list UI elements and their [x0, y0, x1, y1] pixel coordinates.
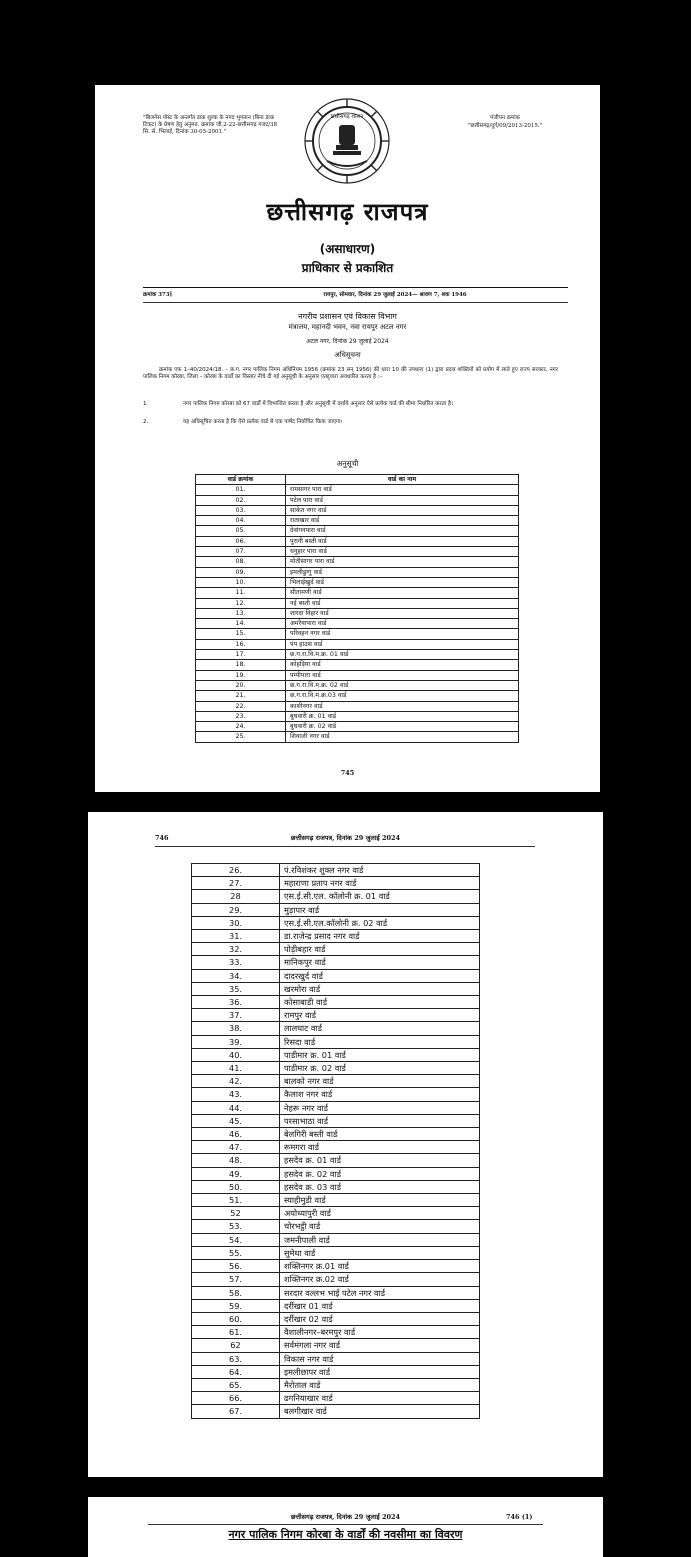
table-row: [196, 526, 519, 536]
page-number: 746: [155, 834, 169, 842]
table-row: [192, 943, 480, 956]
table-row: [192, 1009, 480, 1022]
ward-name: महाराणा प्रताप नगर वार्ड: [280, 877, 480, 890]
ward-number: 67.: [192, 1405, 280, 1418]
table-row: [196, 680, 519, 690]
ward-number: 36.: [192, 996, 280, 1009]
table-row: [192, 1194, 480, 1207]
ward-name: छ.ग.रा.वि.म.क्र. 02 वार्ड: [286, 680, 519, 690]
table-row: [192, 1378, 480, 1391]
ward-number: 53.: [192, 1220, 280, 1233]
ward-number: 05.: [196, 526, 286, 536]
ward-number: 28: [192, 890, 280, 903]
issue-date: रायपुर, सोमवार, दिनांक 29 जुलाई 2024— श्रावण 7, शक 1946: [323, 292, 467, 298]
ward-number: 50.: [192, 1180, 280, 1193]
postal-note: "बिजनेस पोस्ट के अन्तर्गत डाक शुल्क के नगद भुगतान (बिना डाक टिकट) के प्रेषण हेतु अनुमत. क्रमांक जी.2-22-छत्तीसगढ़ गजट/38 सि. से. भिलाई, दिनांक 30-05-2001.": [143, 115, 277, 135]
table-row: [196, 547, 519, 557]
ward-number: 13.: [196, 608, 286, 618]
ward-name: मुड़ापार वार्ड: [280, 903, 480, 916]
ward-name: विकास नगर वार्ड: [280, 1352, 480, 1365]
department-name: नगरीय प्रशासन एवं विकास विभाग: [298, 312, 397, 321]
ward-number: 35.: [192, 982, 280, 995]
registration-label: पंजीयन क्रमांक: [490, 115, 520, 121]
ward-number: 24.: [196, 722, 286, 732]
schedule-heading: अनुसूची: [336, 459, 359, 468]
table-row: [192, 1167, 480, 1180]
ward-name: मोतीसागर पारा वार्ड: [286, 557, 519, 567]
ward-name: रूमगरा वार्ड: [280, 1141, 480, 1154]
ward-table-header: [196, 475, 519, 485]
ward-number: 09.: [196, 567, 286, 577]
table-row: [192, 1180, 480, 1193]
table-row: [192, 1022, 480, 1035]
table-row: [196, 536, 519, 546]
running-header: छत्तीसगढ़ राजपत्र, दिनांक 29 जुलाई 2024: [290, 834, 401, 842]
ward-number: 64.: [192, 1365, 280, 1378]
ward-number: 31.: [192, 930, 280, 943]
table-row: [196, 608, 519, 618]
registration-number: "छत्तीसगढ़/दुर्ग/09/2013-2015.": [467, 123, 543, 129]
ward-name: बालको नगर वार्ड: [280, 1075, 480, 1088]
table-row: [192, 1101, 480, 1114]
ward-number: 66.: [192, 1392, 280, 1405]
ward-number: 42.: [192, 1075, 280, 1088]
table-row: [192, 1035, 480, 1048]
ward-name: सर्वमंगला नगर वार्ड: [280, 1339, 480, 1352]
table-row: [196, 722, 519, 732]
table-row: [192, 1286, 480, 1299]
ward-name: इमलीछापर वार्ड: [280, 1365, 480, 1378]
ward-name: दर्रीखार 01 वार्ड: [280, 1299, 480, 1312]
ward-name: शिवाजी नगर वार्ड: [286, 732, 519, 742]
table-row: [192, 1339, 480, 1352]
gazette-page-746: [88, 812, 603, 1477]
ward-name: अयोध्यापुरी वार्ड: [280, 1207, 480, 1220]
ward-number: 45.: [192, 1114, 280, 1127]
point-2-number: 2.: [143, 419, 149, 425]
ward-number: 56.: [192, 1260, 280, 1273]
ward-name: पं.रविशंकर शुक्ल नगर वार्ड: [280, 864, 480, 877]
ward-name: हसदेव क्र. 02 वार्ड: [280, 1167, 480, 1180]
ward-name: काशीनगर वार्ड: [286, 701, 519, 711]
table-row: [192, 1233, 480, 1246]
ward-number: 40.: [192, 1048, 280, 1061]
ward-name: साकेत नगर वार्ड: [286, 505, 519, 515]
table-row: [196, 567, 519, 577]
table-row: [192, 1352, 480, 1365]
table-row: [192, 1220, 480, 1233]
ward-number: 55.: [192, 1246, 280, 1259]
ward-number: 58.: [192, 1286, 280, 1299]
gazette-title: छत्तीसगढ़ राजपत्र: [266, 198, 429, 226]
ward-name: सीतामणी वार्ड: [286, 588, 519, 598]
ward-name: परिवहन नगर वार्ड: [286, 629, 519, 639]
ward-name: परसाभाठा वार्ड: [280, 1114, 480, 1127]
table-row: [192, 1299, 480, 1312]
emblem-text: छत्तीसगढ़ शासन: [330, 114, 364, 120]
notice-body: क्रमांक एफ 1–40/2024/18. – छ.ग. नगर पालिक निगम अधिनियम 1956 (क्रमांक 23 सन् 1956) की धारा 10 की उपधारा (1) द्वारा प्रदत्त शक्तियों को प्रयोग में लाते हुए राज्य सरकार, नगर पालिक निगम कोरबा, जिला – कोरबा के वार्डों का विस्तार नीचे दी गई अनुसूची के अनुसार एतद्द्वारा अवधारित करता है :–: [143, 367, 558, 380]
table-row: [192, 969, 480, 982]
ward-name: रिसदा वार्ड: [280, 1035, 480, 1048]
table-row: [196, 577, 519, 587]
table-row: [192, 1062, 480, 1075]
table-row: [196, 485, 519, 495]
ward-number: 21.: [196, 691, 286, 701]
ward-number: 39.: [192, 1035, 280, 1048]
table-row: [196, 691, 519, 701]
ward-number: 06.: [196, 536, 286, 546]
point-2-text: यह अधिसूचित करता है कि ऐसे प्रत्येक वार्ड से एक पार्षद निर्वाचित किया जाएगा।: [183, 419, 343, 425]
ward-name: हसदेव क्र. 03 वार्ड: [280, 1180, 480, 1193]
ward-name: भिलाईखुर्द वार्ड: [286, 577, 519, 587]
table-row: [196, 660, 519, 670]
ward-number: 29.: [192, 903, 280, 916]
table-row: [196, 711, 519, 721]
ward-number: 22.: [196, 701, 286, 711]
notice-heading: अधिसूचना: [334, 351, 361, 359]
ward-number: 61.: [192, 1326, 280, 1339]
table-row: [192, 1207, 480, 1220]
column-header-ward-number: वार्ड क्रमांक: [196, 475, 286, 485]
gazette-subtitle: (असाधारण): [319, 242, 376, 256]
ward-name: शक्तिनगर क्र.01 वार्ड: [280, 1260, 480, 1273]
ward-number: 08.: [196, 557, 286, 567]
ward-number: 01.: [196, 485, 286, 495]
ward-name: इमलीडुग्गु वार्ड: [286, 567, 519, 577]
state-emblem-seal: [303, 97, 391, 185]
table-row: [192, 877, 480, 890]
ward-number: 41.: [192, 1062, 280, 1075]
ward-name: कोहड़िया वार्ड: [286, 660, 519, 670]
table-row: [192, 903, 480, 916]
ward-name: रामसागर पारा वार्ड: [286, 485, 519, 495]
ward-number: 34.: [192, 969, 280, 982]
ward-number: 43.: [192, 1088, 280, 1101]
department-date: अटल नगर, दिनांक 29 जुलाई 2024: [306, 338, 389, 345]
ward-number: 17.: [196, 650, 286, 660]
ward-name: स्याहीमुडी वार्ड: [280, 1194, 480, 1207]
table-row: [196, 732, 519, 742]
table-row: [196, 588, 519, 598]
ward-number: 04.: [196, 516, 286, 526]
ward-name: जमनीपाली वार्ड: [280, 1233, 480, 1246]
ward-name: लालघाट वार्ड: [280, 1022, 480, 1035]
ward-number: 14.: [196, 619, 286, 629]
ward-number: 48.: [192, 1154, 280, 1167]
ward-number: 54.: [192, 1233, 280, 1246]
ward-name: देवांगनपारा वार्ड: [286, 526, 519, 536]
ward-name: नई बस्ती वार्ड: [286, 598, 519, 608]
ward-name: शारदा विहार वार्ड: [286, 608, 519, 618]
table-row: [192, 916, 480, 929]
ward-name: पटेल पारा वार्ड: [286, 495, 519, 505]
ward-name: बेलगिरी बस्ती वार्ड: [280, 1128, 480, 1141]
ward-name: ढगनियाखार वार्ड: [280, 1392, 480, 1405]
ward-number: 10.: [196, 577, 286, 587]
ward-name: बलगीखार वार्ड: [280, 1405, 480, 1418]
table-row: [192, 1114, 480, 1127]
table-row: [196, 598, 519, 608]
ward-name: अमरैयापारा वार्ड: [286, 619, 519, 629]
ward-name: दादरखुर्द वार्ड: [280, 969, 480, 982]
ward-number: 27.: [192, 877, 280, 890]
ward-number: 37.: [192, 1009, 280, 1022]
ward-number: 07.: [196, 547, 286, 557]
ward-number: 62: [192, 1339, 280, 1352]
ward-table-2: [191, 863, 480, 1419]
ward-name: हसदेव क्र. 01 वार्ड: [280, 1154, 480, 1167]
ward-number: 32.: [192, 943, 280, 956]
ward-name: कोसाबाडी वार्ड: [280, 996, 480, 1009]
ward-number: 03.: [196, 505, 286, 515]
ward-number: 18.: [196, 660, 286, 670]
table-row: [192, 1365, 480, 1378]
ward-number: 63.: [192, 1352, 280, 1365]
ward-name: धनुहार पारा वार्ड: [286, 547, 519, 557]
table-row: [192, 956, 480, 969]
ward-number: 33.: [192, 956, 280, 969]
ward-name: रामपुर वार्ड: [280, 1009, 480, 1022]
department-address: मंत्रालय, महानदी भवन, नवा रायपुर अटल नगर: [288, 323, 407, 331]
ward-name: छ.ग.रा.वि.म.क्र. 01 वार्ड: [286, 650, 519, 660]
authority-line: प्राधिकार से प्रकाशित: [301, 261, 394, 275]
table-row: [192, 930, 480, 943]
table-row: [196, 650, 519, 660]
table-row: [192, 864, 480, 877]
ward-name: पम्पीपारा वार्ड: [286, 670, 519, 680]
ward-name: सुमेधा वार्ड: [280, 1246, 480, 1259]
table-row: [196, 701, 519, 711]
ward-number: 02.: [196, 495, 286, 505]
page-number: 745: [340, 769, 355, 777]
ward-number: 23.: [196, 711, 286, 721]
table-row: [192, 1048, 480, 1061]
table-row: [196, 639, 519, 649]
ward-number: 65.: [192, 1378, 280, 1391]
table-row: [192, 1246, 480, 1259]
ward-number: 16.: [196, 639, 286, 649]
ward-number: 38.: [192, 1022, 280, 1035]
ward-name: एस.ई.सी.एल. कॉलोनी क्र. 01 वार्ड: [280, 890, 480, 903]
table-row: [192, 996, 480, 1009]
ward-number: 15.: [196, 629, 286, 639]
table-row: [192, 1260, 480, 1273]
ward-name: कैलाश नगर वार्ड: [280, 1088, 480, 1101]
gazette-page-745: [95, 85, 600, 792]
ward-name: मानिकपुर वार्ड: [280, 956, 480, 969]
ward-name: बुधवारी क्र. 02 वार्ड: [286, 722, 519, 732]
ward-number: 26.: [192, 864, 280, 877]
table-row: [192, 1326, 480, 1339]
ward-name: शक्तिनगर क्र.02 वार्ड: [280, 1273, 480, 1286]
table-row: [192, 1273, 480, 1286]
table-row: [196, 557, 519, 567]
ward-number: 11.: [196, 588, 286, 598]
ward-name: नेहरू नगर वार्ड: [280, 1101, 480, 1114]
table-row: [196, 495, 519, 505]
ward-number: 20.: [196, 680, 286, 690]
ward-name: पाडीमार क्र. 02 वार्ड: [280, 1062, 480, 1075]
table-row: [196, 619, 519, 629]
table-row: [196, 670, 519, 680]
table-row: [192, 1405, 480, 1418]
ward-number: 59.: [192, 1299, 280, 1312]
ward-name: दर्रीखार 02 वार्ड: [280, 1312, 480, 1325]
table-row: [192, 1154, 480, 1167]
table-row: [192, 1075, 480, 1088]
table-row: [192, 1128, 480, 1141]
ward-name: पुरानी बस्ती वार्ड: [286, 536, 519, 546]
table-row: [192, 1141, 480, 1154]
table-row: [192, 1088, 480, 1101]
page-number: 746 (1): [506, 1513, 533, 1521]
issue-number: क्रमांक 373]: [143, 292, 173, 298]
ward-number: 60.: [192, 1312, 280, 1325]
ward-number: 57.: [192, 1273, 280, 1286]
table-row: [192, 890, 480, 903]
gazette-page-746-1: [88, 1497, 603, 1557]
ward-number: 51.: [192, 1194, 280, 1207]
page-heading: नगर पालिक निगम कोरबा के वार्डों की नवसीमा का विवरण: [228, 1528, 463, 1541]
table-row: [192, 1312, 480, 1325]
ward-name: छ.ग.रा.वि.म.क्र.03 वार्ड: [286, 691, 519, 701]
ward-number: 44.: [192, 1101, 280, 1114]
ward-name: खरमोरा वार्ड: [280, 982, 480, 995]
ward-number: 25.: [196, 732, 286, 742]
ward-name: एस.ई.सी.एल.कॉलोनी क्र. 02 वार्ड: [280, 916, 480, 929]
table-row: [196, 516, 519, 526]
ward-number: 46.: [192, 1128, 280, 1141]
ward-name: मैरोताल वार्ड: [280, 1378, 480, 1391]
ward-number: 49.: [192, 1167, 280, 1180]
ward-name: सरदार वल्लभ भाई पटेल नगर वार्ड: [280, 1286, 480, 1299]
ward-name: पंप हाउस वार्ड: [286, 639, 519, 649]
ward-number: 19.: [196, 670, 286, 680]
ward-number: 12.: [196, 598, 286, 608]
ward-number: 47.: [192, 1141, 280, 1154]
table-row: [196, 629, 519, 639]
table-row: [192, 982, 480, 995]
ward-number: 52: [192, 1207, 280, 1220]
ward-name: डा.राजेन्द्र प्रसाद नगर वार्ड: [280, 930, 480, 943]
ward-table-1: [195, 474, 519, 743]
ward-name: बुधवारी क्र. 01 वार्ड: [286, 711, 519, 721]
ward-number: 30.: [192, 916, 280, 929]
ward-name: पोड़ीबहार वार्ड: [280, 943, 480, 956]
ward-name: वैशालीनगर–बरमपुर वार्ड: [280, 1326, 480, 1339]
running-header: छत्तीसगढ़ राजपत्र, दिनांक 29 जुलाई 2024: [290, 1513, 401, 1521]
point-1-text: नगर पालिक निगम कोरबा को 67 वार्डों में विभाजित करता है और अनुसूची में दर्शाये अनुसार ऐसे प्रत्येक वार्ड की सीमा निर्धारित करता है।: [183, 401, 453, 407]
column-header-ward-name: वार्ड का नाम: [286, 475, 519, 485]
ward-name: चोरभट्ठी वार्ड: [280, 1220, 480, 1233]
ward-name: राताखार वार्ड: [286, 516, 519, 526]
ward-name: पाडीमार क्र. 01 वार्ड: [280, 1048, 480, 1061]
point-1-number: 1.: [143, 401, 149, 407]
table-row: [192, 1392, 480, 1405]
table-row: [196, 505, 519, 515]
